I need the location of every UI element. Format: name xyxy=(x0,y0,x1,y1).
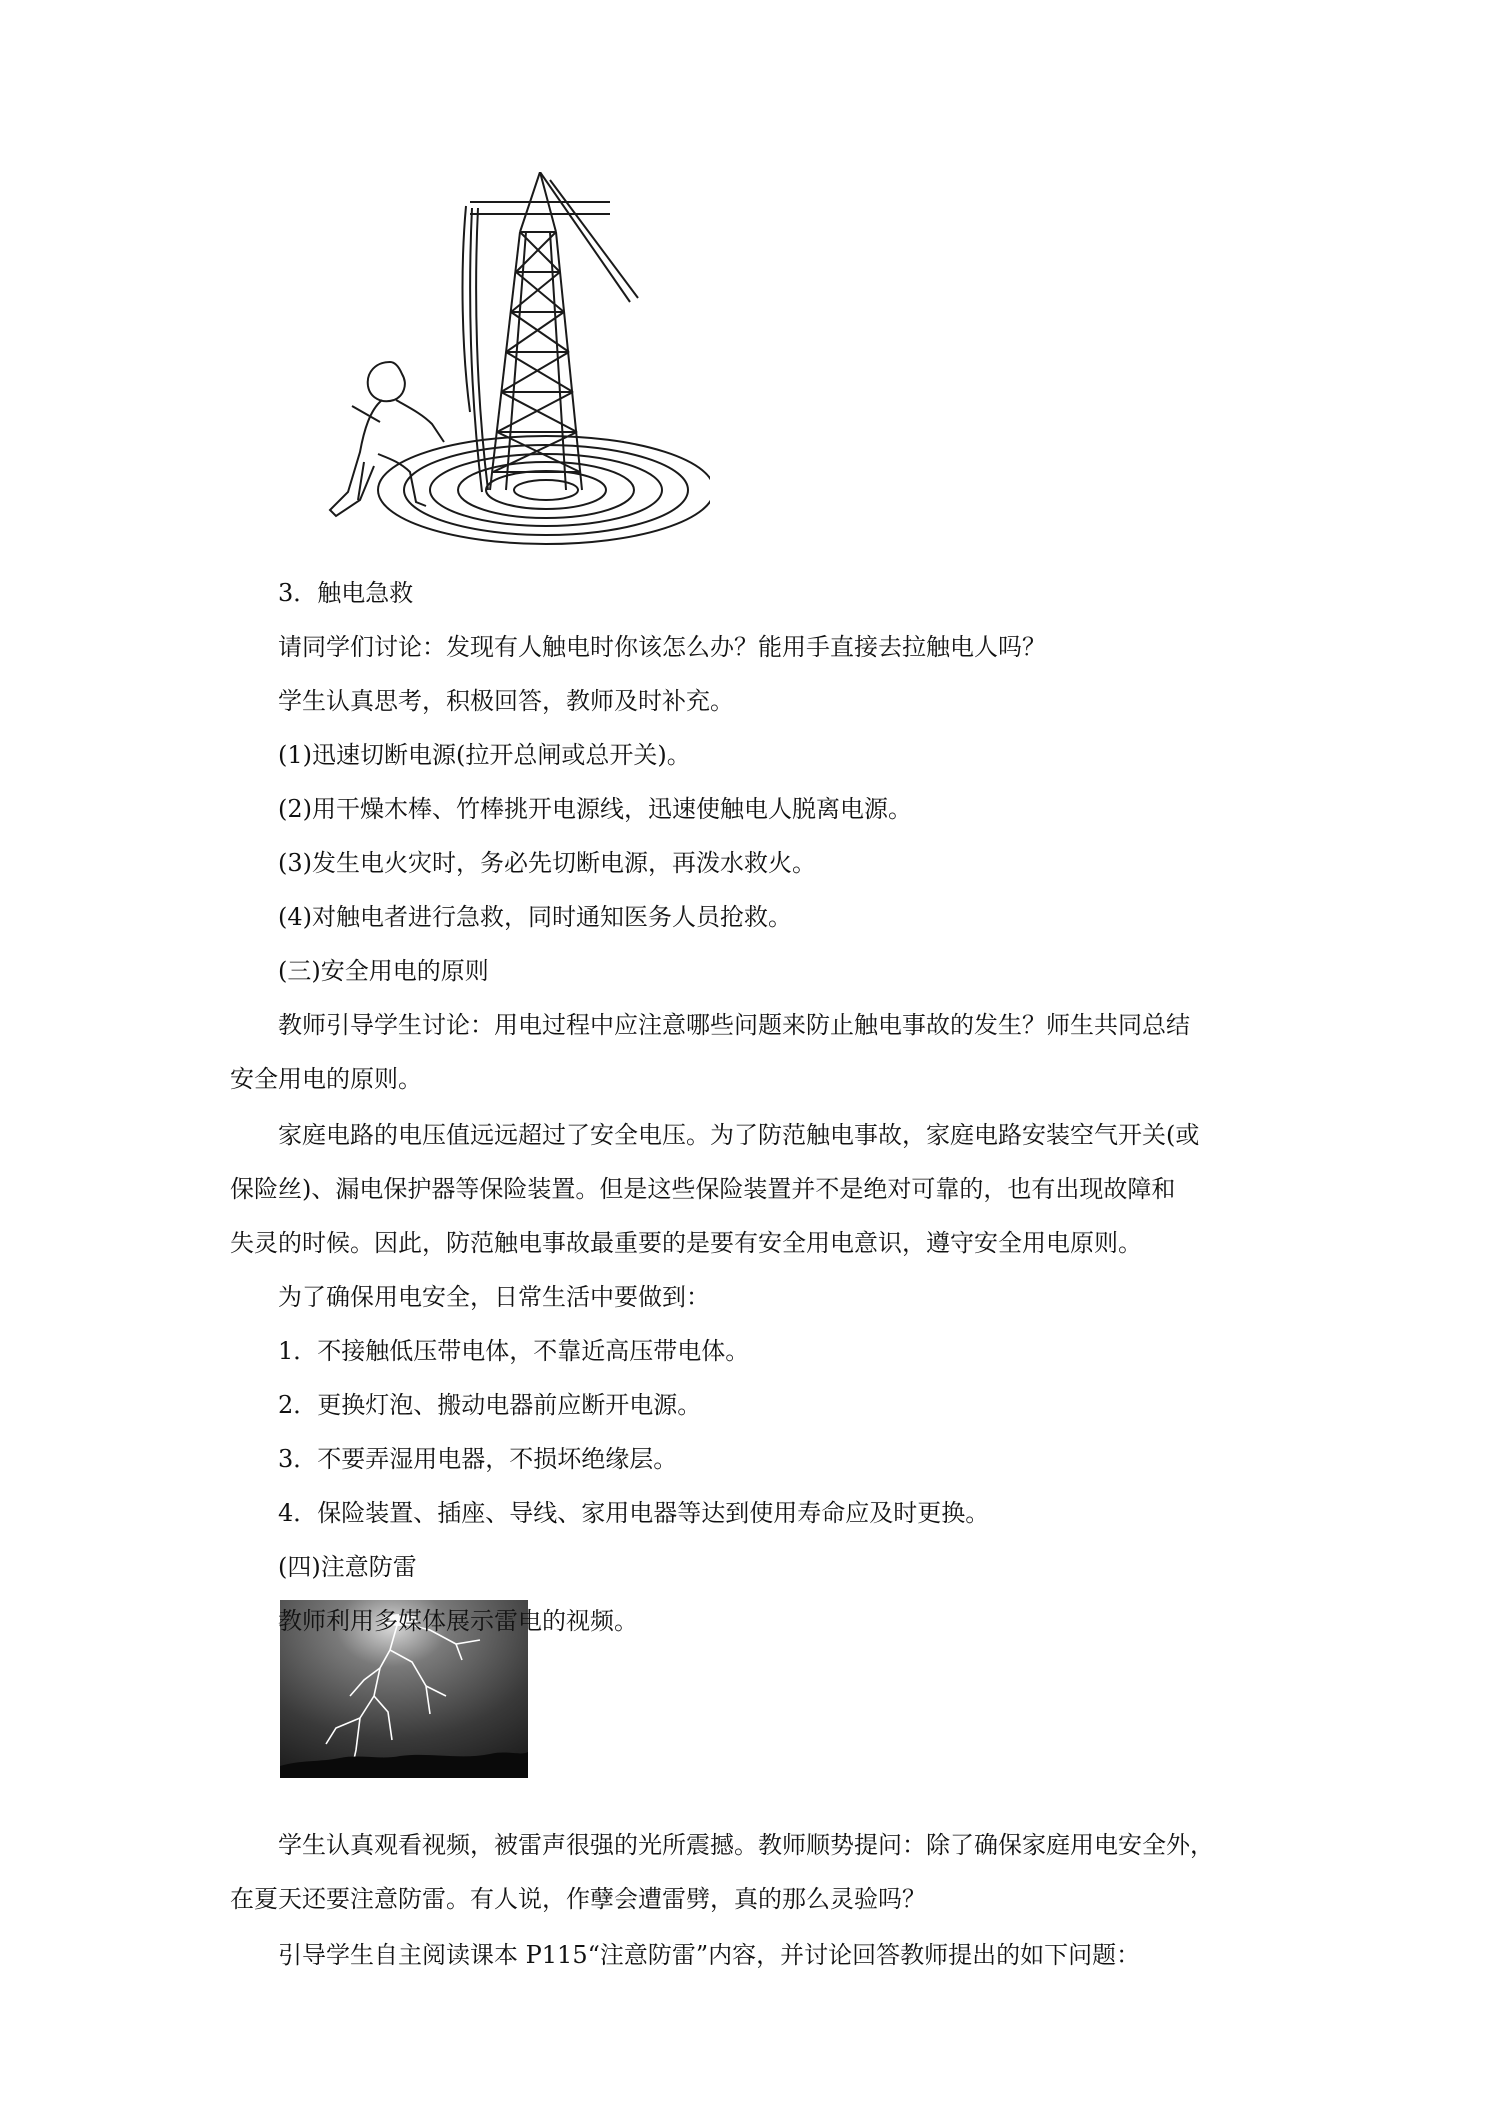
rule-2: 2．更换灯泡、搬动电器前应断开电源。 xyxy=(278,1391,702,1419)
step-1: (1)迅速切断电源(拉开总闸或总开关)。 xyxy=(278,741,691,769)
para-watch-2: 在夏天还要注意防雷。有人说，作孽会遭雷劈，真的那么灵验吗？ xyxy=(230,1885,926,1913)
section-4-title: (四)注意防雷 xyxy=(278,1553,417,1581)
step-4: (4)对触电者进行急救，同时通知医务人员抢救。 xyxy=(278,903,792,931)
step-2: (2)用干燥木棒、竹棒挑开电源线，迅速使触电人脱离电源。 xyxy=(278,795,912,823)
para-watch-1: 学生认真观看视频，被雷声很强的光所震撼。教师顺势提问：除了确保家庭用电安全外， xyxy=(278,1831,1214,1859)
discussion-question: 请同学们讨论：发现有人触电时你该怎么办？能用手直接去拉触电人吗？ xyxy=(278,633,1046,661)
para-guide-1: 教师引导学生讨论：用电过程中应注意哪些问题来防止触电事故的发生？师生共同总结 xyxy=(278,1011,1190,1039)
para-daily: 为了确保用电安全，日常生活中要做到： xyxy=(278,1283,710,1311)
rule-3: 3．不要弄湿用电器，不损坏绝缘层。 xyxy=(278,1445,678,1473)
rule-1: 1．不接触低压带电体，不靠近高压带电体。 xyxy=(278,1337,750,1365)
para-guide-2: 安全用电的原则。 xyxy=(230,1065,422,1093)
high-voltage-tower-illustration xyxy=(320,172,710,548)
para-voltage-2: 保险丝)、漏电保护器等保险装置。但是这些保险装置并不是绝对可靠的，也有出现故障和 xyxy=(230,1175,1176,1203)
step-3: (3)发生电火灾时，务必先切断电源，再泼水救火。 xyxy=(278,849,816,877)
rule-4: 4．保险装置、插座、导线、家用电器等达到使用寿命应及时更换。 xyxy=(278,1499,990,1527)
section-3-heading: 3．触电急救 xyxy=(278,579,414,607)
para-reading: 引导学生自主阅读课本 P115“注意防雷”内容，并讨论回答教师提出的如下问题： xyxy=(278,1941,1141,1969)
section-3-title: (三)安全用电的原则 xyxy=(278,957,489,985)
student-response: 学生认真思考，积极回答，教师及时补充。 xyxy=(278,687,734,715)
para-voltage-3: 失灵的时候。因此，防范触电事故最重要的是要有安全用电意识，遵守安全用电原则。 xyxy=(230,1229,1142,1257)
para-voltage-1: 家庭电路的电压值远远超过了安全电压。为了防范触电事故，家庭电路安装空气开关(或 xyxy=(278,1121,1200,1149)
para-video: 教师利用多媒体展示雷电的视频。 xyxy=(278,1607,638,1635)
